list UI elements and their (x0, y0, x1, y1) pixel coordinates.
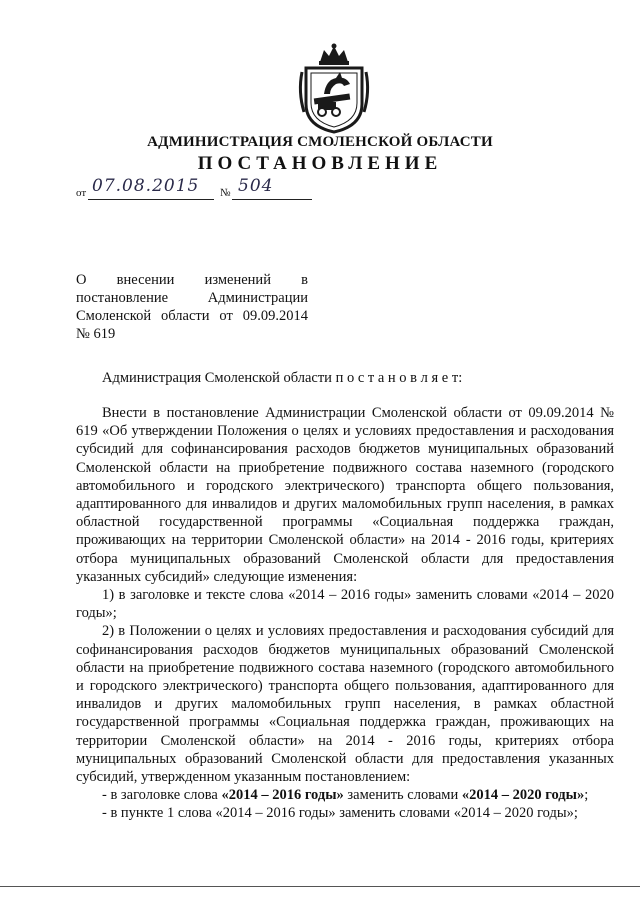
subject-line: О внесении изменений в (76, 272, 308, 288)
page-bottom-edge (0, 886, 640, 887)
subject-line: Смоленской области от 09.09.2014 (76, 308, 308, 324)
subitem-end: ; (584, 787, 589, 804)
subitem-mid: заменить словами (343, 787, 462, 804)
document-subject (76, 271, 308, 343)
number-underline (232, 199, 312, 200)
amendment-subitem-1 (76, 786, 614, 804)
body-intro-paragraph: Внести в постановление Администрации Смоленской области от 09.09.2014 № 619 «Об утверждении Положения о целях и условиях предоставления и расходования субсидий для софинансирования расходов бюджетов муниципальных образований Смоленской области на приобретение подвижного состава наземного (городского автомобильного и городского электрического) транспорта общего пользования, адаптированного для инвалидов и других маломобильных групп населения, в рамках областной государственной программы «Социальная поддержка граждан, проживающих на территории Смоленской области» на 2014 - 2016 годы, критериях отбора муниципальных образований Смоленской области для предоставления указанных субсидий» следующие изменения: (76, 405, 614, 585)
date-label: от (76, 187, 87, 199)
amendment-item-1: 1) в заголовке и тексте слова «2014 – 2016 годы» заменить словами «2014 – 2020 годы»; (76, 587, 614, 622)
subject-line: № 619 (76, 326, 116, 342)
smolensk-coat-of-arms-icon (296, 42, 372, 134)
subject-line: постановление Администрации (76, 290, 308, 306)
document-body (76, 404, 614, 823)
old-period-text: «2014 – 2016 годы» (221, 787, 344, 804)
amendment-item-2: 2) в Положении о целях и условиях предоставления и расходования субсидий для софинансирования расходов бюджетов муниципальных образований Смоленской области на приобретение подвижного состава наземного (городского автомобильного и городского электрического) транспорта общего пользования, адаптированного для инвалидов и других маломобильных групп населения, в рамках областной государственной программы «Социальная поддержка граждан, проживающих на территории Смоленской области» на 2014 - 2016 годы, критериях отбора муниципальных образований Смоленской области для предоставления указанных субсидий, утвержденном указанным постановлением: (76, 623, 614, 786)
document-type-title: ПОСТАНОВЛЕНИЕ (197, 153, 443, 174)
handwritten-number: 504 (238, 176, 274, 196)
amendment-subitem-2: - в пункте 1 слова «2014 – 2016 годы» заменить словами «2014 – 2020 годы»; (102, 805, 578, 822)
new-period-text: «2014 – 2020 годы» (461, 787, 585, 804)
organization-name: АДМИНИСТРАЦИЯ СМОЛЕНСКОЙ ОБЛАСТИ (147, 134, 493, 150)
date-underline (88, 199, 214, 200)
decree-statement: Администрация Смоленской области п о с т а н о в л я е т: (102, 370, 463, 386)
handwritten-date: 07.08.2015 (92, 176, 200, 196)
subitem-prefix: - в заголовке слова (102, 787, 222, 804)
number-label: № (220, 187, 231, 199)
document-meta (76, 178, 406, 204)
